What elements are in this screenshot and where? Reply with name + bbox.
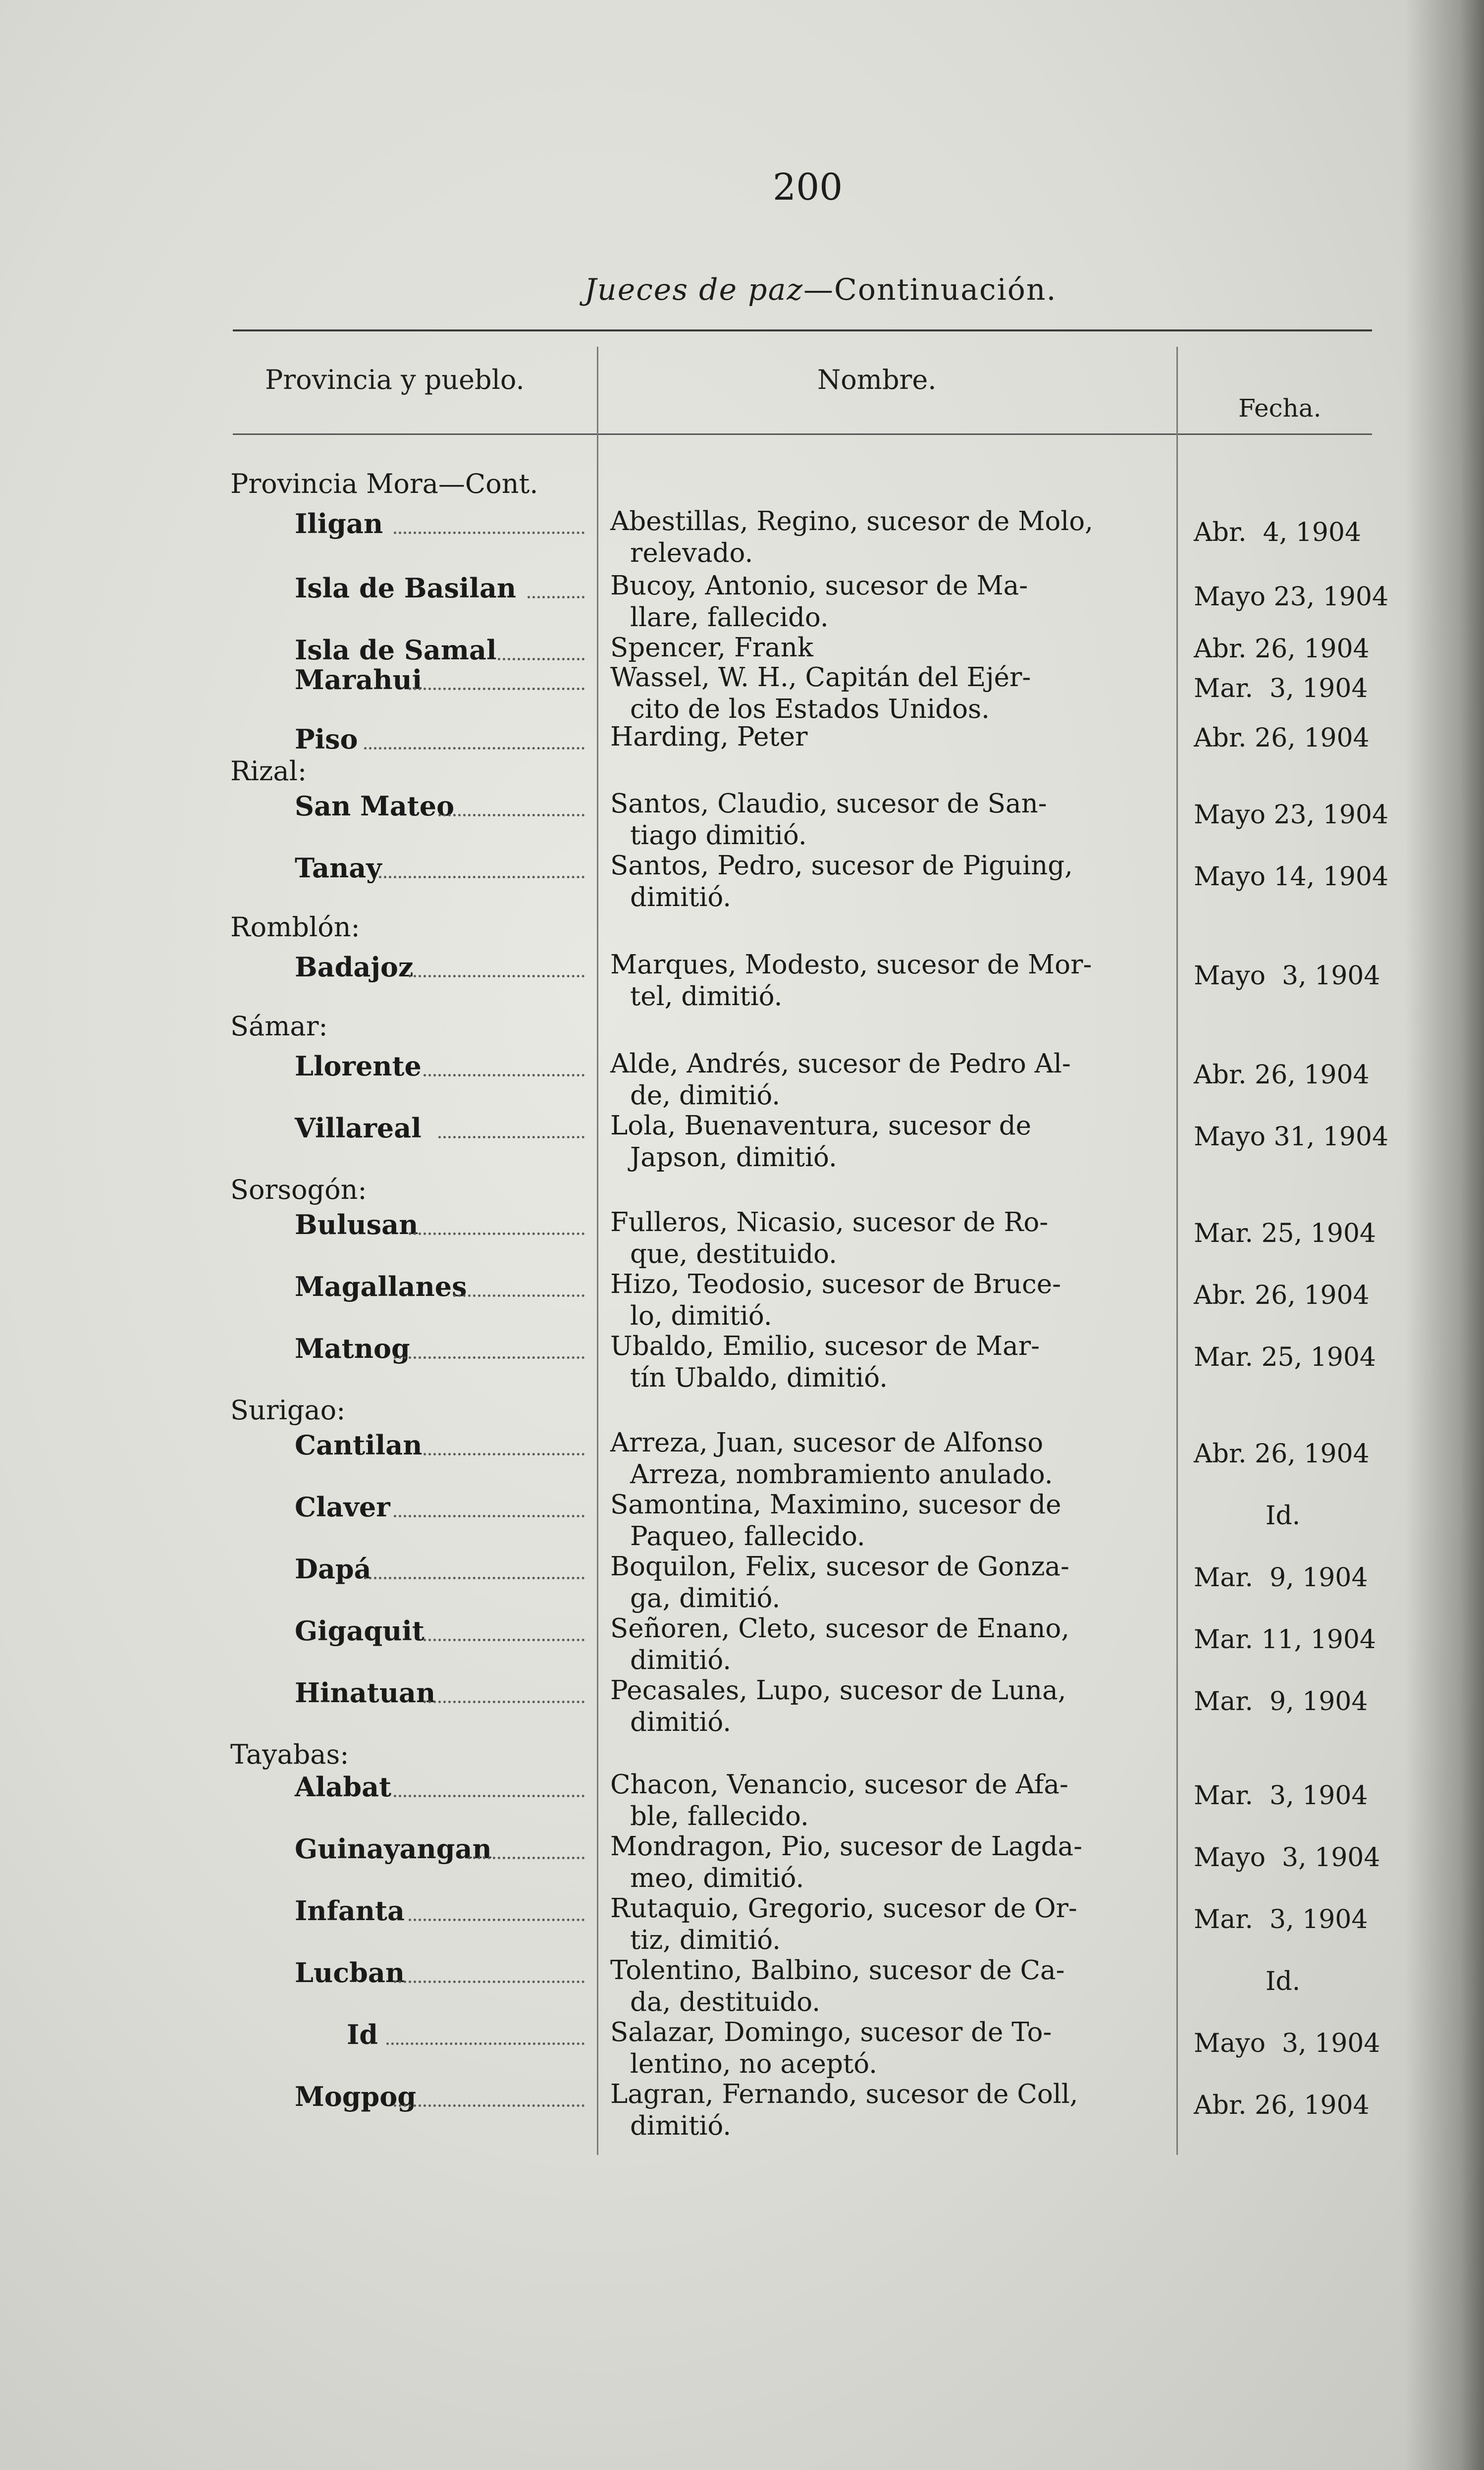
- leader-dots: [528, 596, 584, 598]
- town-name: Cantilan: [295, 1429, 423, 1461]
- leader-dots: [409, 688, 584, 690]
- appointment-date: Mar. 3, 1904: [1194, 674, 1368, 703]
- appointee-name-line: Harding, Peter: [610, 722, 808, 752]
- column-divider-2: [1176, 347, 1178, 2155]
- province-heading: Sámar:: [230, 1011, 328, 1042]
- appointee-name-line: Alde, Andrés, sucesor de Pedro Al-: [610, 1049, 1071, 1079]
- town-name: Isla de Basilan: [295, 572, 517, 604]
- appointment-date: Id.: [1265, 1967, 1301, 1996]
- appointee-name: [610, 1427, 1155, 1491]
- appointee-name-line: Lola, Buenaventura, sucesor de: [610, 1111, 1031, 1141]
- town-name: Gigaquit: [295, 1615, 424, 1647]
- leader-dots: [394, 532, 584, 534]
- appointment-date: Mayo 23, 1904: [1194, 800, 1389, 830]
- appointment-date: Mar. 25, 1904: [1194, 1342, 1377, 1372]
- appointee-name-line: Señoren, Cleto, sucesor de Enano,: [610, 1613, 1070, 1644]
- appointee-name-line: Wassel, W. H., Capitán del Ejér-: [610, 662, 1031, 693]
- appointee-name-line: Rutaquio, Gregorio, sucesor de Or-: [610, 1893, 1077, 1924]
- appointment-date: Mar. 11, 1904: [1194, 1625, 1377, 1655]
- appointment-date: Mayo 23, 1904: [1194, 582, 1389, 612]
- appointment-date: Mayo 3, 1904: [1194, 2029, 1380, 2058]
- appointee-name-line: Ubaldo, Emilio, sucesor de Mar-: [610, 1331, 1040, 1361]
- leader-dots: [453, 1294, 584, 1297]
- appointee-name: [610, 1331, 1155, 1394]
- leader-dots: [424, 1701, 584, 1703]
- appointee-name: [610, 1675, 1155, 1738]
- header-nombre: Nombre.: [817, 364, 937, 395]
- appointee-name-line: Santos, Claudio, sucesor de San-: [610, 789, 1047, 819]
- leader-dots: [438, 814, 584, 816]
- appointee-name-line: Santos, Pedro, sucesor de Piguing,: [610, 851, 1073, 881]
- appointee-name: [610, 788, 1155, 852]
- appointment-date: Abr. 26, 1904: [1194, 634, 1370, 664]
- appointment-date: Mar. 9, 1904: [1194, 1563, 1368, 1593]
- appointee-name: [610, 632, 1155, 664]
- town-name: Bulusan: [295, 1209, 419, 1240]
- appointee-name-continuation: dimitió.: [630, 2111, 732, 2141]
- leader-dots: [386, 2042, 584, 2045]
- appointee-name-line: Hizo, Teodosio, sucesor de Bruce-: [610, 1269, 1061, 1299]
- appointee-name-continuation: da, destituido.: [630, 1987, 821, 2017]
- appointee-name: [610, 1207, 1155, 1270]
- appointee-name-continuation: tiago dimitió.: [630, 820, 807, 851]
- appointment-date: Mar. 9, 1904: [1194, 1687, 1368, 1717]
- appointment-date: Abr. 26, 1904: [1194, 1281, 1370, 1310]
- leader-dots: [394, 1981, 584, 1983]
- town-name: Iligan: [295, 508, 383, 539]
- header-rule: [233, 433, 1372, 435]
- appointment-date: Abr. 26, 1904: [1194, 723, 1370, 753]
- leader-dots: [394, 1515, 584, 1517]
- appointment-date: Mar. 3, 1904: [1194, 1905, 1368, 1934]
- appointee-name-line: Bucoy, Antonio, sucesor de Ma-: [610, 571, 1028, 601]
- appointee-name: [610, 1048, 1155, 1112]
- town-name: Villareal: [295, 1112, 422, 1144]
- appointee-name-line: Pecasales, Lupo, sucesor de Luna,: [610, 1675, 1066, 1706]
- appointee-name: [610, 2017, 1155, 2080]
- appointee-name-line: Spencer, Frank: [610, 633, 813, 663]
- header-provincia: Provincia y pueblo.: [265, 364, 525, 395]
- appointee-name-continuation: ble, fallecido.: [630, 1801, 809, 1831]
- running-head: [584, 272, 1057, 307]
- leader-dots: [364, 1577, 584, 1579]
- appointee-name: [610, 2079, 1155, 2142]
- appointment-date: Mayo 3, 1904: [1194, 961, 1380, 991]
- town-name: Badajoz: [295, 951, 414, 983]
- leader-dots: [424, 1453, 584, 1455]
- town-name: Hinatuan: [295, 1677, 436, 1709]
- appointee-name: [610, 1955, 1155, 2018]
- appointee-name-continuation: cito de los Estados Unidos.: [630, 694, 990, 724]
- appointment-date: Abr. 26, 1904: [1194, 1439, 1370, 1469]
- province-heading: Surigao:: [230, 1395, 346, 1426]
- appointee-name-continuation: tiz, dimitió.: [630, 1925, 781, 1955]
- leader-dots: [468, 1857, 584, 1859]
- appointee-name: [610, 662, 1155, 725]
- town-name: Guinayangan: [295, 1833, 492, 1865]
- appointee-name-continuation: ga, dimitió.: [630, 1583, 781, 1613]
- leader-dots: [424, 1639, 584, 1641]
- leader-dots: [409, 1919, 584, 1921]
- leader-dots: [394, 1795, 584, 1797]
- town-name: Mogpog: [295, 2081, 417, 2112]
- province-heading: Rizal:: [230, 755, 307, 787]
- leader-dots: [438, 1136, 584, 1138]
- appointee-name: [610, 1110, 1155, 1174]
- appointee-name-line: Boquilon, Felix, sucesor de Gonza-: [610, 1552, 1069, 1582]
- town-name: Claver: [295, 1491, 390, 1523]
- appointee-name-continuation: Japson, dimitió.: [630, 1142, 837, 1173]
- appointment-date: Mayo 14, 1904: [1194, 862, 1389, 892]
- running-head-italic: Jueces de paz: [584, 272, 803, 307]
- appointee-name: [610, 1893, 1155, 1956]
- province-heading: Provincia Mora—Cont.: [230, 468, 538, 499]
- appointee-name-line: Chacon, Venancio, sucesor de Afa-: [610, 1770, 1068, 1800]
- appointee-name-continuation: de, dimitió.: [630, 1080, 781, 1111]
- town-name: Infanta: [295, 1895, 405, 1927]
- appointee-name-continuation: dimitió.: [630, 882, 732, 913]
- appointee-name-continuation: dimitió.: [630, 1645, 732, 1675]
- appointee-name-line: Marques, Modesto, sucesor de Mor-: [610, 950, 1092, 980]
- column-divider-1: [597, 347, 598, 2155]
- leader-dots: [364, 747, 584, 750]
- appointee-name: [610, 850, 1155, 913]
- appointee-name: [610, 1269, 1155, 1332]
- appointee-name-line: Samontina, Maximino, sucesor de: [610, 1490, 1061, 1520]
- appointee-name-continuation: Paqueo, fallecido.: [630, 1521, 865, 1552]
- appointee-name: [610, 1551, 1155, 1614]
- leader-dots: [379, 876, 584, 878]
- appointee-name: [610, 506, 1155, 569]
- town-name: Lucban: [295, 1957, 405, 1988]
- appointment-date: Mar. 3, 1904: [1194, 1781, 1368, 1811]
- appointee-name: [610, 721, 1155, 753]
- town-name: San Mateo: [295, 790, 455, 822]
- leader-dots: [394, 2104, 584, 2107]
- town-name: Matnog: [295, 1333, 410, 1364]
- appointee-name-continuation: relevado.: [630, 538, 753, 568]
- appointment-date: Mar. 25, 1904: [1194, 1219, 1377, 1248]
- running-head-rest: —Continuación.: [803, 272, 1057, 307]
- appointment-date: Abr. 26, 1904: [1194, 2091, 1370, 2120]
- appointee-name-continuation: Arreza, nombramiento anulado.: [630, 1459, 1053, 1490]
- appointee-name: [610, 949, 1155, 1013]
- appointee-name-line: Tolentino, Balbino, sucesor de Ca-: [610, 1955, 1065, 1986]
- appointee-name-line: Lagran, Fernando, sucesor de Coll,: [610, 2079, 1078, 2109]
- appointee-name-continuation: lentino, no aceptó.: [630, 2049, 878, 2079]
- leader-dots: [394, 1356, 584, 1359]
- appointment-date: Id.: [1265, 1501, 1301, 1531]
- page-number: 200: [773, 166, 843, 209]
- appointee-name-continuation: dimitió.: [630, 1707, 732, 1737]
- appointment-date: Abr. 4, 1904: [1194, 518, 1362, 547]
- appointment-date: Mayo 3, 1904: [1194, 1843, 1380, 1873]
- town-name: Marahui: [295, 664, 423, 696]
- province-heading: Tayabas:: [230, 1739, 349, 1770]
- appointee-name: [610, 1489, 1155, 1553]
- appointee-name-line: Mondragon, Pio, sucesor de Lagda-: [610, 1831, 1083, 1862]
- appointee-name-continuation: meo, dimitió.: [630, 1863, 804, 1893]
- appointee-name: [610, 1769, 1155, 1832]
- page-edge-shadow: [1405, 0, 1484, 2470]
- town-name: Tanay: [295, 852, 382, 884]
- appointee-name-line: Salazar, Domingo, sucesor de To-: [610, 2017, 1052, 2047]
- town-name: Alabat: [295, 1771, 392, 1803]
- appointee-name-line: Fulleros, Nicasio, sucesor de Ro-: [610, 1207, 1049, 1237]
- province-heading: Sorsogón:: [230, 1174, 367, 1205]
- appointee-name-line: Arreza, Juan, sucesor de Alfonso: [610, 1428, 1044, 1458]
- appointee-name-continuation: tel, dimitió.: [630, 981, 783, 1012]
- appointee-name: [610, 1831, 1155, 1894]
- appointment-date: Abr. 26, 1904: [1194, 1060, 1370, 1090]
- leader-dots: [409, 975, 584, 977]
- top-rule: [233, 329, 1372, 331]
- leader-dots: [498, 658, 584, 660]
- appointee-name: [610, 1613, 1155, 1676]
- town-name: Magallanes: [295, 1271, 467, 1302]
- appointee-name-continuation: que, destituido.: [630, 1239, 837, 1269]
- town-name: Piso: [295, 723, 358, 755]
- leader-dots: [424, 1074, 584, 1076]
- province-heading: Romblón:: [230, 912, 360, 943]
- appointee-name-continuation: tín Ubaldo, dimitió.: [630, 1363, 888, 1393]
- town-name: Id: [347, 2019, 378, 2050]
- appointee-name-line: Abestillas, Regino, sucesor de Molo,: [610, 506, 1093, 537]
- appointee-name-continuation: llare, fallecido.: [630, 602, 829, 633]
- appointee-name-continuation: lo, dimitió.: [630, 1301, 772, 1331]
- town-name: Llorente: [295, 1050, 422, 1082]
- appointment-date: Mayo 31, 1904: [1194, 1122, 1389, 1152]
- appointee-name: [610, 570, 1155, 634]
- town-name: Dapá: [295, 1553, 371, 1585]
- header-fecha: Fecha.: [1238, 394, 1322, 423]
- town-name: Isla de Samal: [295, 634, 497, 666]
- leader-dots: [409, 1233, 584, 1235]
